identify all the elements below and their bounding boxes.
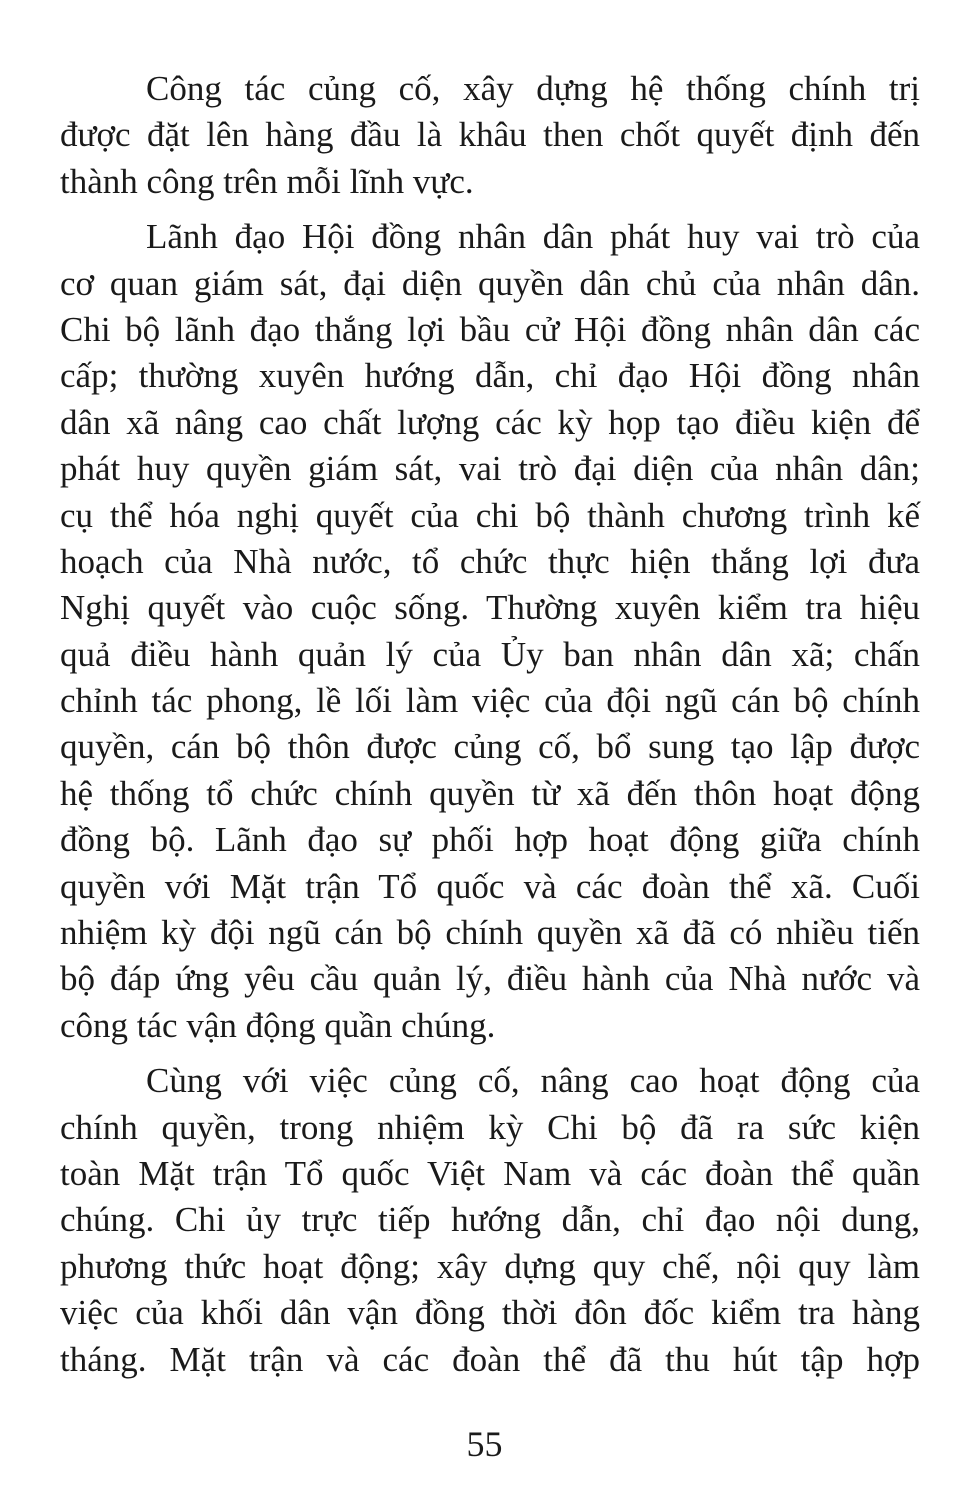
text-line: cụ thể hóa nghị quyết của chi bộ thành chương trình kế bbox=[60, 495, 920, 535]
text-line: hệ thống tổ chức chính quyền từ xã đến thôn hoạt động bbox=[60, 773, 920, 813]
text-line: cấp; thường xuyên hướng dẫn, chỉ đạo Hội đồng nhân bbox=[60, 356, 920, 396]
text-line: tháng. Mặt trận và các đoàn thể đã thu hút tập hợp bbox=[60, 1339, 920, 1379]
text-line: thành công trên mỗi lĩnh vực. bbox=[60, 161, 474, 201]
text-line: quyền với Mặt trận Tổ quốc và các đoàn thể xã. Cuối bbox=[60, 866, 920, 906]
text-line: đồng bộ. Lãnh đạo sự phối hợp hoạt động giữa chính bbox=[60, 820, 920, 860]
text-line: hoạch của Nhà nước, tổ chức thực hiện thắng lợi đưa bbox=[60, 541, 920, 581]
text-line: toàn Mặt trận Tổ quốc Việt Nam và các đoàn thể quần bbox=[60, 1153, 920, 1193]
text-line: Chi bộ lãnh đạo thắng lợi bầu cử Hội đồng nhân dân các bbox=[60, 309, 920, 349]
text-line: được đặt lên hàng đầu là khâu then chốt quyết định đến bbox=[60, 115, 920, 155]
text-line: quả điều hành quản lý của Ủy ban nhân dân xã; chấn bbox=[60, 634, 920, 674]
text-line: cơ quan giám sát, đại diện quyền dân chủ của nhân dân. bbox=[60, 263, 920, 303]
body-text bbox=[60, 66, 920, 1392]
paragraph-1 bbox=[60, 66, 920, 205]
text-line: chính quyền, trong nhiệm kỳ Chi bộ đã ra sức kiện bbox=[60, 1107, 920, 1147]
paragraph-2 bbox=[60, 214, 920, 1049]
text-line: quyền, cán bộ thôn được củng cố, bổ sung tạo lập được bbox=[60, 727, 920, 767]
text-line: nhiệm kỳ đội ngũ cán bộ chính quyền xã đã có nhiều tiến bbox=[60, 913, 920, 953]
paragraph-3 bbox=[60, 1058, 920, 1383]
text-line: phương thức hoạt động; xây dựng quy chế, nội quy làm bbox=[60, 1246, 920, 1286]
text-line: chỉnh tác phong, lề lối làm việc của đội ngũ cán bộ chính bbox=[60, 681, 920, 721]
text-line: công tác vận động quần chúng. bbox=[60, 1005, 496, 1045]
text-line: bộ đáp ứng yêu cầu quản lý, điều hành của Nhà nước và bbox=[60, 959, 920, 999]
text-line: Nghị quyết vào cuộc sống. Thường xuyên kiểm tra hiệu bbox=[60, 588, 920, 628]
text-line: việc của khối dân vận đồng thời đôn đốc kiểm tra hàng bbox=[60, 1293, 920, 1333]
text-line: Cùng với việc củng cố, nâng cao hoạt động của bbox=[146, 1061, 920, 1101]
text-line: Lãnh đạo Hội đồng nhân dân phát huy vai trò của bbox=[146, 217, 920, 257]
text-line: dân xã nâng cao chất lượng các kỳ họp tạo điều kiện để bbox=[60, 402, 920, 442]
text-line: chúng. Chi ủy trực tiếp hướng dẫn, chỉ đạo nội dung, bbox=[60, 1200, 920, 1240]
page-number: 55 bbox=[466, 1424, 503, 1464]
text-line: phát huy quyền giám sát, vai trò đại diện của nhân dân; bbox=[60, 449, 920, 489]
text-line: Công tác củng cố, xây dựng hệ thống chính trị bbox=[146, 69, 920, 108]
